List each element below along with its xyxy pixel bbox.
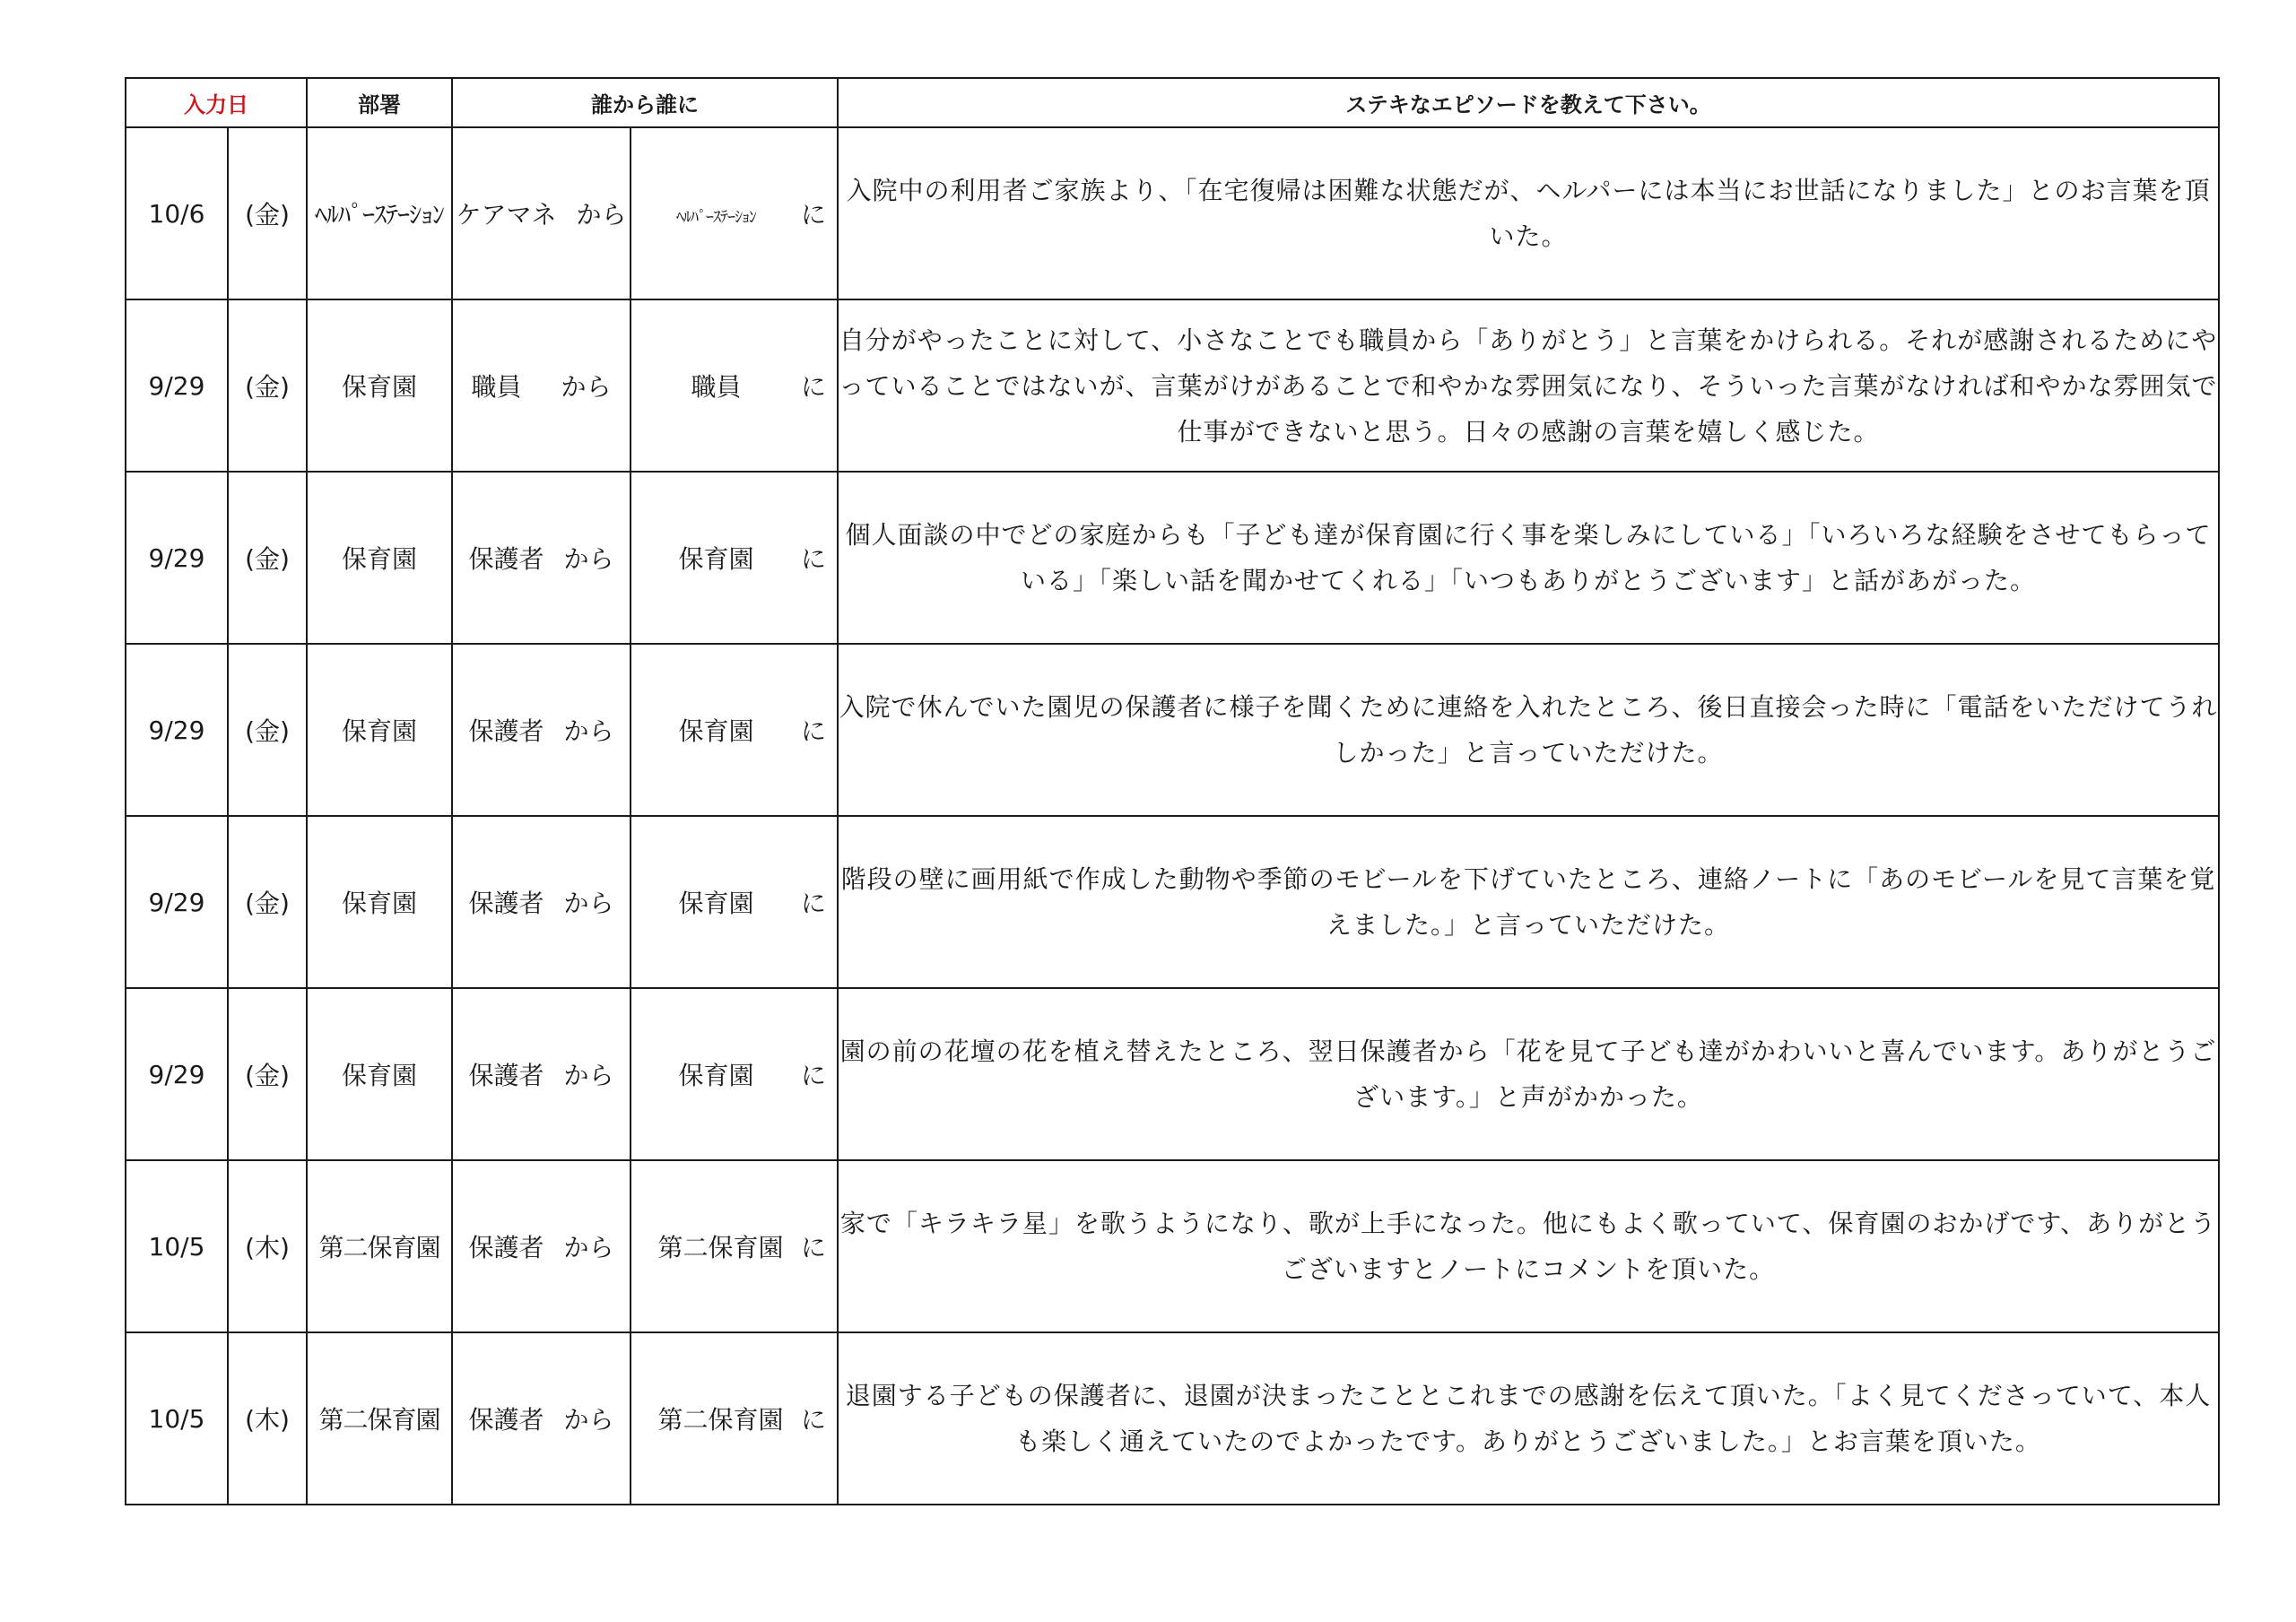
table-row — [126, 988, 2219, 1160]
episode-cell: 自分がやったことに対して、小さなことでも職員から「ありがとう」と言葉をかけられる。それが感謝されるためにやっていることではないが、言葉がけがあることで和やかな雰囲気になり、そういった言葉がなければ和やかな雰囲気で仕事ができないと思う。日々の感謝の言葉を嬉しく感じた。 — [838, 299, 2219, 472]
date-cell: 10/5 — [126, 1160, 228, 1332]
to-name: 第二保育園 — [657, 1233, 784, 1262]
to-particle: に — [800, 889, 826, 918]
date-cell: 9/29 — [126, 299, 228, 472]
weekday-cell: (金) — [228, 644, 307, 816]
from-cell — [452, 988, 631, 1160]
from-cell — [452, 644, 631, 816]
department-cell: 保育園 — [307, 472, 452, 644]
date-cell: 9/29 — [126, 988, 228, 1160]
department-cell: 保育園 — [307, 644, 452, 816]
department-cell: 保育園 — [307, 816, 452, 988]
to-particle: に — [800, 372, 826, 402]
to-particle: に — [800, 1061, 826, 1090]
to-particle: に — [800, 1233, 826, 1262]
weekday-cell: (金) — [228, 299, 307, 472]
from-name: ケアマネ — [456, 200, 557, 230]
from-particle: から — [563, 1233, 614, 1262]
from-particle: から — [563, 1405, 614, 1435]
department-column-header: 部署 — [307, 78, 452, 127]
weekday-cell: (金) — [228, 472, 307, 644]
from-particle: から — [576, 200, 627, 230]
weekday-cell: (金) — [228, 127, 307, 299]
table-row — [126, 127, 2219, 299]
to-name: 保育園 — [678, 716, 754, 746]
table-row — [126, 1332, 2219, 1505]
from-cell — [452, 1160, 631, 1332]
table-row — [126, 472, 2219, 644]
from-name: 保護者 — [468, 1233, 544, 1262]
from-particle: から — [563, 716, 614, 746]
to-name: ﾍﾙﾊﾟｰｽﾃｰｼｮﾝ — [676, 207, 756, 227]
weekday-cell: (金) — [228, 988, 307, 1160]
episode-column-header: ステキなエピソードを教えて下さい。 — [838, 78, 2219, 127]
from-cell — [452, 816, 631, 988]
department-cell: 第二保育園 — [307, 1332, 452, 1505]
to-particle: に — [800, 544, 826, 574]
to-name: 保育園 — [678, 889, 754, 918]
to-cell — [631, 988, 838, 1160]
table-row — [126, 1160, 2219, 1332]
weekday-cell: (金) — [228, 816, 307, 988]
header-row — [126, 78, 2219, 127]
from-name: 保護者 — [468, 544, 544, 574]
date-column-header: 入力日 — [126, 78, 307, 127]
from-particle: から — [563, 544, 614, 574]
to-name: 保育園 — [678, 544, 754, 574]
department-cell: 保育園 — [307, 299, 452, 472]
to-particle: に — [800, 200, 826, 230]
from-cell — [452, 1332, 631, 1505]
department-cell: ﾍﾙﾊﾟｰｽﾃｰｼｮﾝ — [307, 127, 452, 299]
table-row — [126, 644, 2219, 816]
from-particle: から — [563, 889, 614, 918]
to-cell — [631, 1160, 838, 1332]
to-name: 保育園 — [678, 1061, 754, 1090]
to-cell — [631, 472, 838, 644]
from-particle: から — [561, 372, 612, 402]
episode-cell: 入院で休んでいた園児の保護者に様子を聞くために連絡を入れたところ、後日直接会った時に「電話をいただけてうれしかった」と言っていただけた。 — [838, 644, 2219, 816]
to-particle: に — [800, 716, 826, 746]
episode-cell: 入院中の利用者ご家族より、「在宅復帰は困難な状態だが、ヘルパーには本当にお世話になりました」とのお言葉を頂いた。 — [838, 127, 2219, 299]
from-name: 保護者 — [468, 716, 544, 746]
to-name: 職員 — [691, 372, 742, 402]
episode-cell: 園の前の花壇の花を植え替えたところ、翌日保護者から「花を見て子ども達がかわいいと喜んでいます。ありがとうございます。」と声がかかった。 — [838, 988, 2219, 1160]
weekday-cell: (木) — [228, 1332, 307, 1505]
from-cell — [452, 299, 631, 472]
weekday-cell: (木) — [228, 1160, 307, 1332]
date-cell: 9/29 — [126, 644, 228, 816]
to-cell — [631, 644, 838, 816]
from-cell — [452, 127, 631, 299]
to-name: 第二保育園 — [657, 1405, 784, 1435]
to-cell — [631, 127, 838, 299]
to-cell — [631, 1332, 838, 1505]
to-cell — [631, 816, 838, 988]
episode-cell: 個人面談の中でどの家庭からも「子ども達が保育園に行く事を楽しみにしている」「いろいろな経験をさせてもらっている」「楽しい話を聞かせてくれる」「いつもありがとうございます」と話があがった。 — [838, 472, 2219, 644]
from-cell — [452, 472, 631, 644]
from-particle: から — [563, 1061, 614, 1090]
to-cell — [631, 299, 838, 472]
episode-cell: 家で「キラキラ星」を歌うようになり、歌が上手になった。他にもよく歌っていて、保育園のおかげです、ありがとうございますとノートにコメントを頂いた。 — [838, 1160, 2219, 1332]
date-cell: 10/6 — [126, 127, 228, 299]
department-cell: 第二保育園 — [307, 1160, 452, 1332]
from-to-column-header: 誰から誰に — [452, 78, 838, 127]
department-cell: 保育園 — [307, 988, 452, 1160]
from-name: 保護者 — [468, 889, 544, 918]
date-cell: 9/29 — [126, 472, 228, 644]
table-row — [126, 816, 2219, 988]
from-name: 保護者 — [468, 1405, 544, 1435]
to-particle: に — [800, 1405, 826, 1435]
from-name: 職員 — [471, 372, 522, 402]
episode-cell: 退園する子どもの保護者に、退園が決まったこととこれまでの感謝を伝えて頂いた。「よく見てくださっていて、本人も楽しく通えていたのでよかったです。ありがとうございました。」とお言葉を頂いた。 — [838, 1332, 2219, 1505]
date-cell: 10/5 — [126, 1332, 228, 1505]
episode-cell: 階段の壁に画用紙で作成した動物や季節のモビールを下げていたところ、連絡ノートに「あのモビールを見て言葉を覚えました。」と言っていただけた。 — [838, 816, 2219, 988]
episodes-table — [125, 77, 2220, 1505]
date-cell: 9/29 — [126, 816, 228, 988]
table-row — [126, 299, 2219, 472]
from-name: 保護者 — [468, 1061, 544, 1090]
